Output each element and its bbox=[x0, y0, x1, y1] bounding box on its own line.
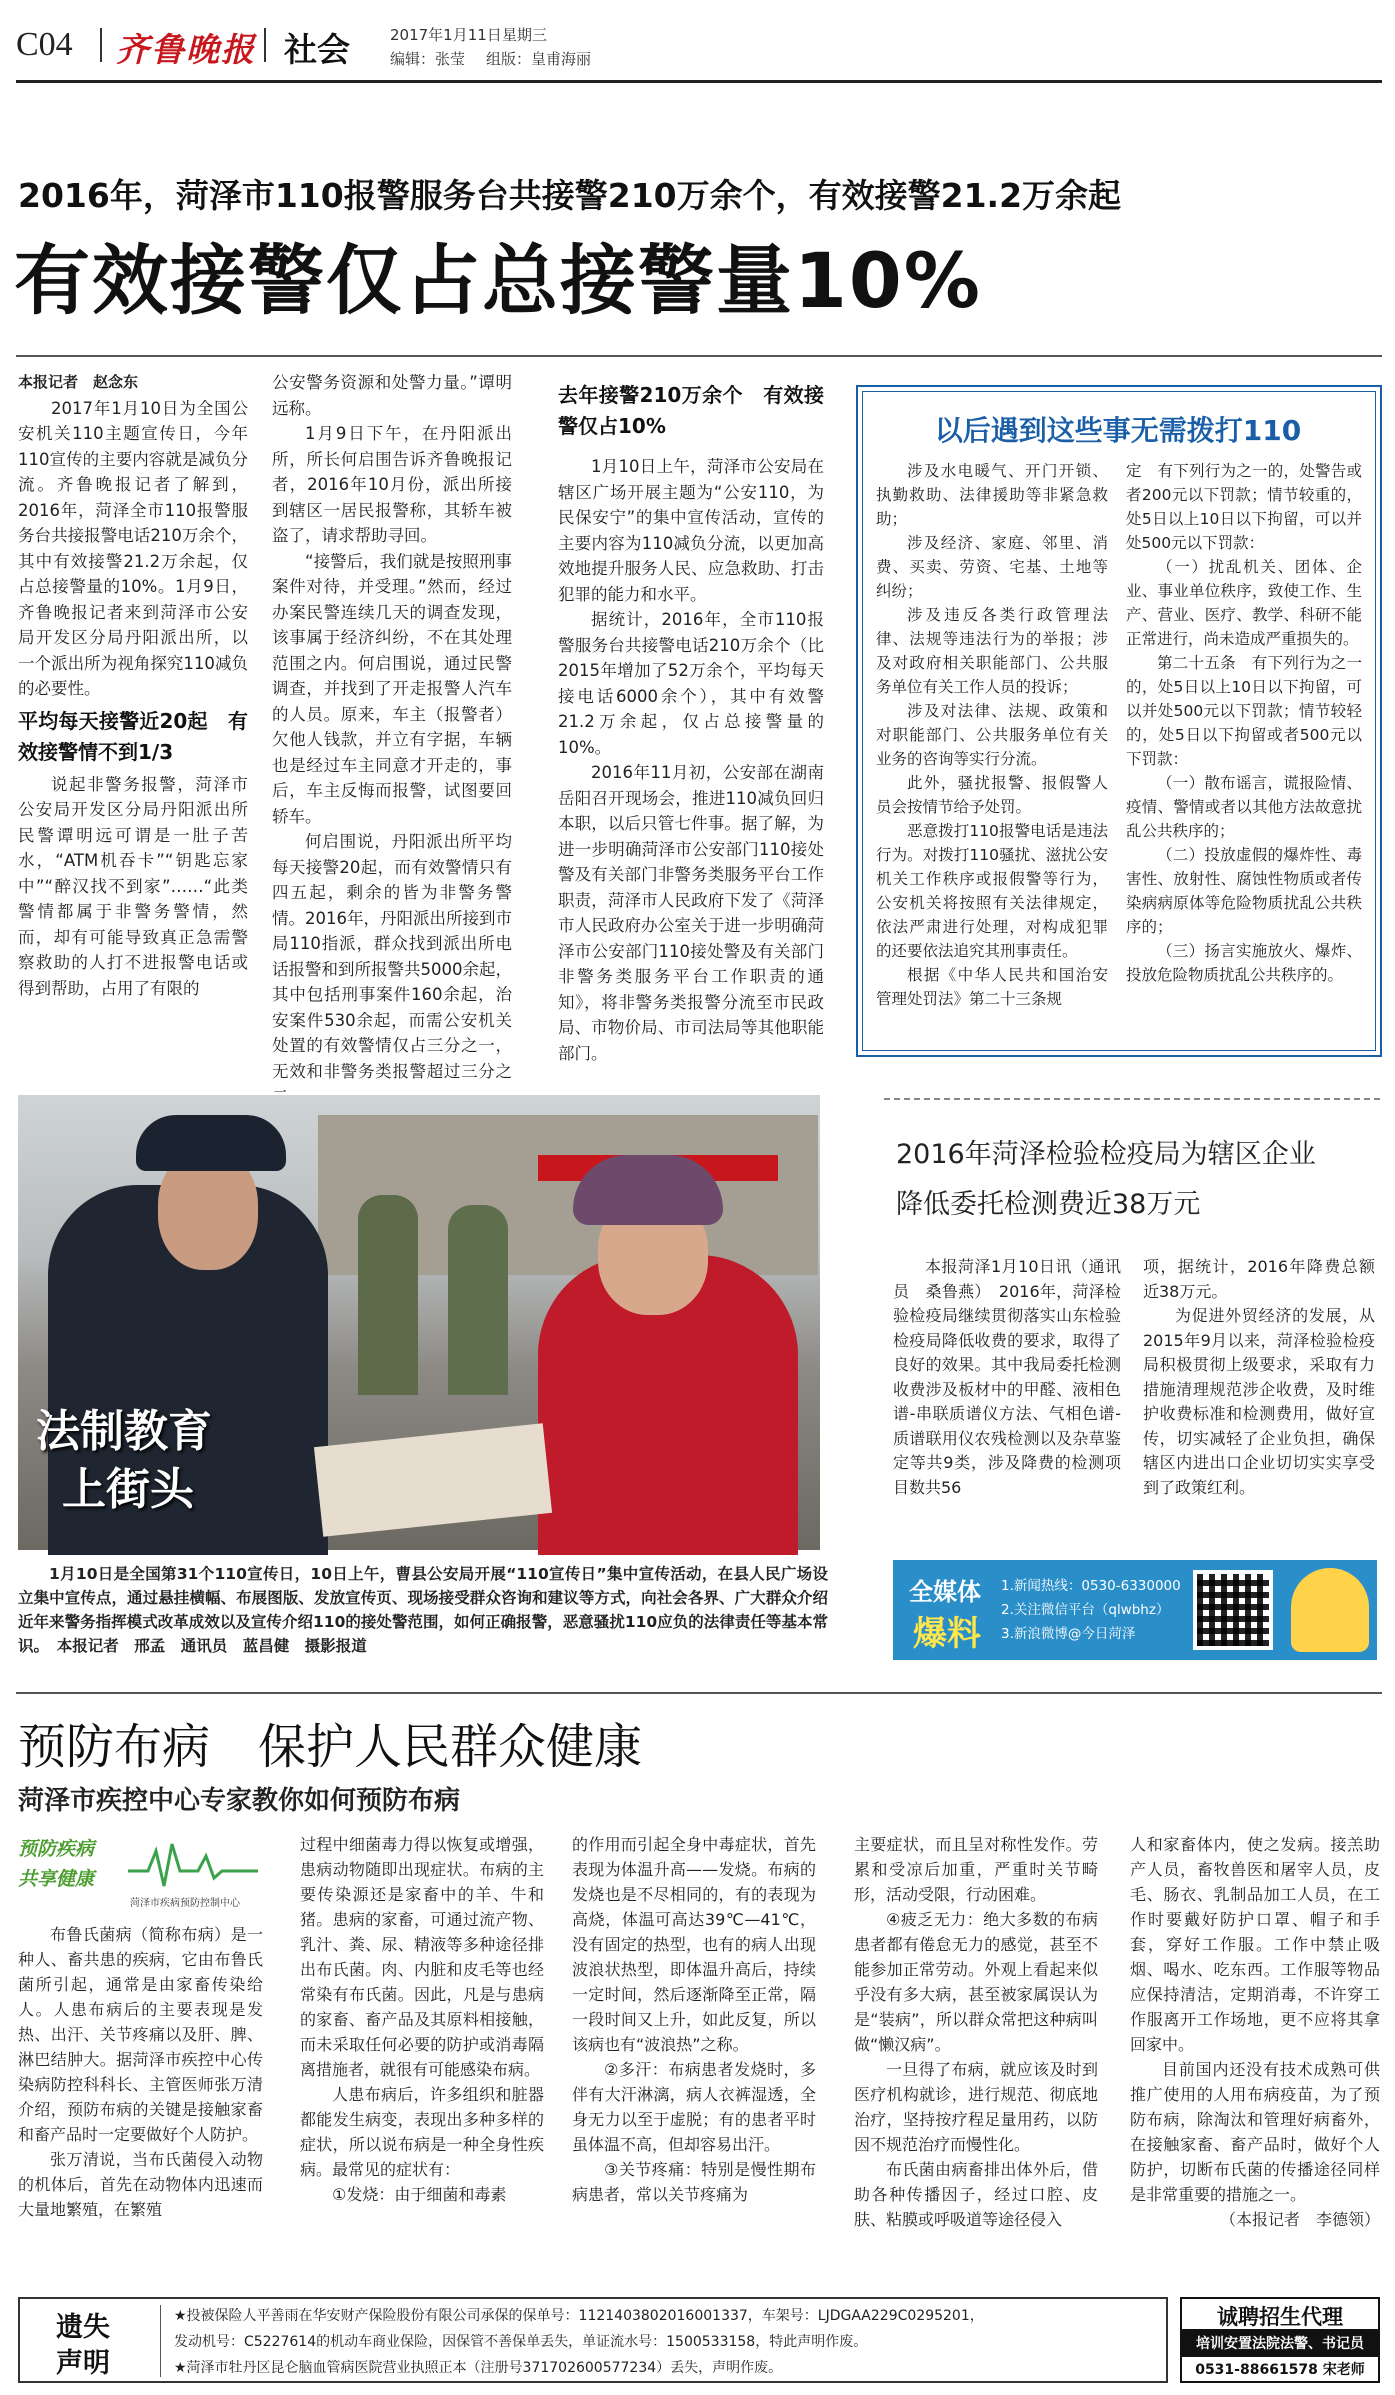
disease-headline: 预防布病 保护人民群众健康 bbox=[18, 1719, 643, 1775]
recruit-ad-line-3: 0531-88661578 宋老师 bbox=[1195, 2362, 1365, 2378]
header-divider-2 bbox=[264, 28, 266, 62]
cdc-logo-text-2: 共享健康 bbox=[18, 1868, 95, 1890]
lost-notice-line: ★菏泽市牡丹区昆仑脑血管病医院营业执照正本（注册号371702600577234）丢失，声明作废。 bbox=[174, 2360, 783, 2376]
header-rule bbox=[16, 80, 1382, 83]
paper-logo: 齐鲁晚报 bbox=[116, 30, 256, 69]
disease-paragraph: 目前国内还没有技术成熟可供推广使用的人用布病疫苗，为了预防布病，除淘汰和管理好病畜外，在接触家畜、畜产品时，做好个人防护，切断布氏菌的传播途径同样是非常重要的措施之一。 bbox=[1130, 2060, 1380, 2204]
info-box-column-2 bbox=[1126, 459, 1362, 1049]
lead-column-1 bbox=[18, 370, 248, 1050]
header-weekday: 星期三 bbox=[502, 26, 548, 44]
disease-paragraph: ④疲乏无力：绝大多数的布病患者都有倦怠无力的感觉，甚至不能参加正常劳动。外观上看起来似乎没有多大病，甚至被家属误认为是“装病”，所以群众常把这种病叫做“懒汉病”。 bbox=[854, 1910, 1098, 2054]
inspection-headline-1: 2016年菏泽检验检疫局为辖区企业 bbox=[896, 1139, 1316, 1170]
header-divider bbox=[100, 28, 102, 62]
lead-paragraph: 据统计，2016年，全市110报警服务台共接警电话210万余个（比2015年增加了52万余个，平均每天接电话6000余个），其中有效警21.2万余起，仅占总接警量的10%。 bbox=[558, 610, 824, 757]
photo-caption bbox=[18, 1562, 828, 1662]
lead-paragraph: 何启围说，丹阳派出所平均每天接警20起，而有效警情只有四五起，剩余的皆为非警务警情。2016年，丹阳派出所接到市局110指派，群众找到派出所电话报警和到所报警共5000余起，其中包括刑事案件160余起，治安案件530余起，而需公安机关处置的有效警情仅占三分之一，无效和非警务类报警超过三分之 bbox=[272, 832, 512, 1081]
info-box-paragraph: 涉及经济、家庭、邻里、消费、买卖、劳资、宅基、土地等纠纷； bbox=[876, 534, 1108, 600]
info-box-column-1 bbox=[876, 459, 1108, 1049]
disease-rule bbox=[16, 1692, 1382, 1694]
lead-column-3 bbox=[558, 380, 824, 1063]
photo-overlay-title-2: 上街头 bbox=[62, 1464, 194, 1515]
lead-paragraph: 1月9日下午，在丹阳派出所，所长何启围告诉齐鲁晚报记者，2016年10月份，派出所接到辖区一居民报警称，其轿车被盗了，请求帮助寻回。 bbox=[272, 424, 512, 545]
lead-subhead-2: 去年接警210万余个 有效接警仅占10% bbox=[558, 383, 824, 438]
info-box bbox=[856, 385, 1382, 1057]
media-ad-label-2: 爆料 bbox=[913, 1614, 981, 1654]
recruit-ad-line-2: 培训安置法院法警、书记员 bbox=[1196, 2336, 1364, 2352]
inspection-paragraph: 项，据统计，2016年降费总额近38万元。 bbox=[1143, 1257, 1375, 1301]
info-box-paragraph: （一）散布谣言，谎报险情、疫情、警情或者以其他方法故意扰乱公共秩序的； bbox=[1126, 774, 1362, 840]
cdc-logo-caption: 菏泽市疾病预防控制中心 bbox=[130, 1898, 240, 1909]
disease-subhead: 菏泽市疾控中心专家教你如何预防布病 bbox=[18, 1786, 461, 1816]
lead-paragraph: 1月10日上午，菏泽市公安局在辖区广场开展主题为“公安110，为民保安宁”的集中宣传活动，宣传的主要内容为110减负分流，以更加高效地提升服务人民、应急救助、打击犯罪的能力和水平。 bbox=[558, 457, 824, 604]
info-box-paragraph: 恶意拨打110报警电话是违法行为。对拨打110骚扰、滋扰公安机关工作秩序或报假警等行为，公安机关将按照有关法律规定，依法严肃进行处理，对构成犯罪的还要依法追究其刑事责任。 bbox=[876, 822, 1108, 960]
info-box-paragraph: 涉及违反各类行政管理法律、法规等违法行为的举报；涉及对政府相关职能部门、公共服务单位有关工作人员的投诉； bbox=[876, 606, 1108, 696]
heartbeat-icon bbox=[128, 1836, 258, 1896]
lost-notice-line: ★投被保险人平善雨在华安财产保险股份有限公司承保的保单号：1121403802016001337，车架号：LJDGAA229C0295201， bbox=[174, 2308, 984, 2324]
disease-paragraph: 过程中细菌毒力得以恢复或增强，患病动物随即出现症状。布病的主要传染源还是家畜中的羊、牛和猪。患病的家畜，可通过流产物、乳汁、粪、尿、精液等多种途径排出布氏菌。肉、内脏和皮毛等也经常染有布氏菌。因此，凡是与患病的家畜、畜产品及其原料相接触，而未采取任何必要的防护或消毒隔离措施者，就很有可能感染布病。 bbox=[300, 1835, 544, 2079]
info-box-paragraph: 涉及对法律、法规、政策和对职能部门、公共服务单位有关业务的咨询等实行分流。 bbox=[876, 702, 1108, 768]
inspection-paragraph: 为促进外贸经济的发展，从2015年9月以来，菏泽检验检疫局积极贯彻上级要求，采取有力措施清理规范涉企收费，及时维护收费标准和检测费用，做好宣传，切实减轻了企业负担，确保辖区内进出口企业切切实实享受到了政策红利。 bbox=[1143, 1306, 1375, 1497]
media-ad-label-1: 全媒体 bbox=[909, 1578, 981, 1606]
mascot-icon bbox=[1291, 1568, 1369, 1652]
disease-column-5 bbox=[1130, 1832, 1380, 2287]
page-number: C04 bbox=[16, 26, 73, 63]
disease-paragraph: 布鲁氏菌病（简称布病）是一种人、畜共患的疾病，它由布鲁氏菌所引起，通常是由家畜传染给人。人患布病后的主要表现是发热、出汗、关节疼痛以及肝、脾、淋巴结肿大。据菏泽市疾控中心传染病防控科科长、主管医师张万清介绍，预防布病的关键是接触家畜和畜产品时一定要做好个人防护。 bbox=[18, 1925, 263, 2144]
disease-column-3 bbox=[572, 1832, 816, 2287]
info-box-paragraph: 定 有下列行为之一的，处警告或者200元以下罚款；情节较重的，处5日以上10日以下拘留，可以并处500元以下罚款： bbox=[1126, 462, 1362, 552]
inspection-paragraph: 本报菏泽1月10日讯（通讯员 桑鲁燕） 2016年，菏泽检验检疫局继续贯彻落实山东检验检疫局降低收费的要求，取得了良好的效果。其中我局委托检测收费涉及板材中的甲醛、液相色谱-串联质谱仪方法、气相色谱-质谱联用仪农残检测以及杂草鉴定等共9类，涉及降费的检测项目数共56 bbox=[893, 1257, 1121, 1497]
disease-paragraph: 的作用而引起全身中毒症状，首先表现为体温升高——发烧。布病的发烧也是不尽相同的，有的表现为高烧，体温可高达39℃—41℃，没有固定的热型，也有的病人出现波浪状热型，即体温升高后，持续一定时间，然后逐渐降至正常，隔一段时间又上升，如此反复，所以该病也有“波浪热”之称。 bbox=[572, 1835, 816, 2054]
disease-column-1 bbox=[18, 1922, 263, 2287]
lost-notice-line: 发动机号：C5227614的机动车商业保险，因保管不善保单丢失，单证流水号：1500533158，特此声明作废。 bbox=[174, 2334, 868, 2350]
cdc-logo-text-1: 预防疾病 bbox=[18, 1838, 95, 1860]
photo-person bbox=[358, 1195, 418, 1395]
info-box-paragraph: 涉及水电暖气、开门开锁、执勤救助、法律援助等非紧急救助； bbox=[876, 462, 1108, 528]
photo-person bbox=[448, 1205, 508, 1395]
disease-byline: （本报记者 李德领） bbox=[1219, 2210, 1380, 2229]
disease-paragraph: 张万清说，当布氏菌侵入动物的机体后，首先在动物体内迅速而大量地繁殖，在繁殖 bbox=[18, 2150, 263, 2219]
disease-paragraph: ③关节疼痛：特别是慢性期布病患者，常以关节疼痛为 bbox=[572, 2160, 816, 2204]
lead-paragraph: 说起非警务报警，菏泽市公安局开发区分局丹阳派出所民警谭明远可谓是一肚子苦水，“ATM机吞卡”“钥匙忘家中”“醉汉找不到家”……“此类警情都属于非警务警情，然而，却有可能导致真正急需警察救助的人打不进报警电话或得到帮助，占用了有限的 bbox=[18, 774, 248, 998]
disease-paragraph: 一旦得了布病，就应该及时到医疗机构就诊，进行规范、彻底地治疗，坚持按疗程足量用药，以防因不规范治疗而慢性化。 bbox=[854, 2060, 1098, 2154]
info-box-title: 以后遇到这些事无需拨打110 bbox=[934, 414, 1302, 447]
info-box-paragraph: （二）投放虚假的爆炸性、毒害性、放射性、腐蚀性物质或者传染病病原体等危险物质扰乱公共秩序的； bbox=[1126, 846, 1362, 936]
cdc-logo bbox=[18, 1830, 263, 1918]
disease-column-2 bbox=[300, 1832, 544, 2287]
info-box-paragraph: 此外，骚扰报警、报假警人员会按情节给予处罚。 bbox=[876, 774, 1108, 816]
section-name: 社会 bbox=[284, 30, 350, 69]
lost-notice-label-1: 遗失 bbox=[56, 2312, 110, 2343]
header-date: 2017年1月11日 bbox=[390, 26, 502, 44]
lead-kicker: 2016年，菏泽市110报警服务台共接警210万余个，有效接警21.2万余起 bbox=[18, 176, 1122, 215]
lead-paragraph: “接警后，我们就是按照刑事案件对待，并受理。”然而，经过办案民警连续几天的调查发现，该事属于经济纠纷，不在其处理范围之内。何启围说，通过民警调查，并找到了开走报警人汽车的人员。原来，车主（报警者）欠他人钱款，并立有字据，车辆也是经过车主同意才开走的，事后，车主反悔而报警，试图要回轿车。 bbox=[272, 551, 512, 826]
inspection-rule bbox=[884, 1098, 1380, 1100]
lead-paragraph: 2016年11月初，公安部在湖南岳阳召开现场会，推进110减负回归本职，以后只管七件事。据了解，为进一步明确菏泽市公安部门110接处警及有关部门非警务类服务平台工作职责，菏泽市人民政府下发了《菏泽市人民政府办公室关于进一步明确菏泽市公安部门110接处警及有关部门非警务类服务平台工作职责的通知》，将非警务类报警分流至市民政局、市物价局、市司法局等其他职能部门。 bbox=[558, 763, 824, 1063]
inspection-headline-2: 降低委托检测费近38万元 bbox=[896, 1189, 1201, 1220]
header-layout: 组版：皇甫海丽 bbox=[486, 50, 592, 68]
info-box-paragraph: （一）扰乱机关、团体、企业、事业单位秩序，致使工作、生产、营业、医疗、教学、科研不能正常进行，尚未造成严重损失的。 bbox=[1126, 558, 1362, 648]
media-ad-line: 1.新闻热线：0530-6330000 bbox=[1001, 1578, 1181, 1594]
photo-overlay-title-1: 法制教育 bbox=[36, 1406, 212, 1457]
lead-paragraph: 2017年1月10日为全国公安机关110主题宣传日，今年110宣传的主要内容就是减负分流。齐鲁晚报记者了解到，2016年，菏泽全市110报警服务台共接报警电话210万余个，其中有效接警21.2万余起，仅占总接警量的10%。1月9日，齐鲁晚报记者来到菏泽市公安局开发区分局丹阳派出所，以一个派出所为视角探究110减负的必要性。 bbox=[18, 398, 248, 698]
qr-code[interactable] bbox=[1193, 1570, 1273, 1650]
recruit-ad-line-1: 诚聘招生代理 bbox=[1217, 2305, 1343, 2329]
info-box-paragraph: 第二十五条 有下列行为之一的，处5日以上10日以下拘留，可以并处500元以下罚款；情节较轻的，处5日以下拘留或者500元以下罚款： bbox=[1126, 654, 1362, 768]
masthead bbox=[16, 22, 1386, 72]
photo-woman-hat bbox=[573, 1155, 723, 1225]
lost-notice-label-2: 声明 bbox=[56, 2348, 110, 2379]
news-photo bbox=[18, 1095, 820, 1550]
lost-notice-divider bbox=[160, 2305, 161, 2377]
disease-paragraph: 布氏菌由病畜排出体外后，借助各种传播因子，经过口腔、皮肤、粘膜或呼吸道等途径侵入 bbox=[854, 2160, 1098, 2229]
header-editor: 编辑：张莹 bbox=[390, 50, 466, 68]
media-ad-line: 2.关注微信平台（qlwbhz） bbox=[1001, 1602, 1170, 1618]
disease-column-4 bbox=[854, 1832, 1098, 2287]
lead-paragraph: 公安警务资源和处警力量。”谭明远称。 bbox=[272, 373, 512, 418]
lost-notice bbox=[18, 2297, 1168, 2383]
lead-rule bbox=[16, 355, 1382, 357]
photo-leaflet bbox=[314, 1423, 552, 1537]
media-tipline-ad bbox=[893, 1560, 1377, 1660]
inspection-column-2 bbox=[1143, 1255, 1375, 1500]
photo-caption-text: 1月10日是全国第31个110宣传日，10日上午，曹县公安局开展“110宣传日”集中宣传活动，在县人民广场设立集中宣传点，通过悬挂横幅、布展图版、发放宣传页、现场接受群众咨询和建议等方式，向社会各界、广大群众介绍近年来警务指挥模式改革成效以及宣传介绍110的接处警范围，如何正确报警，恶意骚扰110应负的法律责任等基本常识。 本报记者 邢孟 通讯员 蓝昌健 摄影报道 bbox=[18, 1565, 828, 1655]
recruit-ad bbox=[1180, 2297, 1380, 2383]
photo-officer-cap bbox=[136, 1115, 286, 1171]
media-ad-line: 3.新浪微博@今日菏泽 bbox=[1001, 1626, 1136, 1642]
lead-subhead-1: 平均每天接警近20起 有效接警情不到1/3 bbox=[18, 708, 248, 764]
info-box-paragraph: 根据《中华人民共和国治安管理处罚法》第二十三条规 bbox=[876, 966, 1108, 1008]
lead-headline: 有效接警仅占总接警量10% bbox=[14, 236, 982, 325]
disease-paragraph: ②多汗：布病患者发烧时，多伴有大汗淋漓，病人衣裤湿透，全身无力以至于虚脱；有的患者平时虽体温不高，但却容易出汗。 bbox=[572, 2060, 816, 2154]
disease-paragraph: 人和家畜体内，使之发病。接羔助产人员，畜牧兽医和屠宰人员，皮毛、肠衣、乳制品加工人员，在工作时要戴好防护口罩、帽子和手套，穿好工作服。工作中禁止吸烟、喝水、吃东西。工作服等物品应保持清洁，定期消毒，不许穿工作服离开工作场地，更不应将其拿回家中。 bbox=[1130, 1835, 1380, 2054]
inspection-column-1 bbox=[893, 1255, 1121, 1500]
lead-column-2 bbox=[272, 370, 512, 1081]
disease-paragraph: 主要症状，而且呈对称性发作。劳累和受凉后加重，严重时关节畸形，活动受限，行动困难。 bbox=[854, 1835, 1098, 1904]
info-box-paragraph: （三）扬言实施放火、爆炸、投放危险物质扰乱公共秩序的。 bbox=[1126, 942, 1362, 984]
lead-byline: 本报记者 赵念东 bbox=[18, 373, 139, 391]
disease-paragraph: 人患布病后，许多组织和脏器都能发生病变，表现出多种多样的症状，所以说布病是一种全身性疾病。最常见的症状有： bbox=[300, 2085, 544, 2179]
disease-paragraph: ①发烧：由于细菌和毒素 bbox=[332, 2185, 507, 2204]
